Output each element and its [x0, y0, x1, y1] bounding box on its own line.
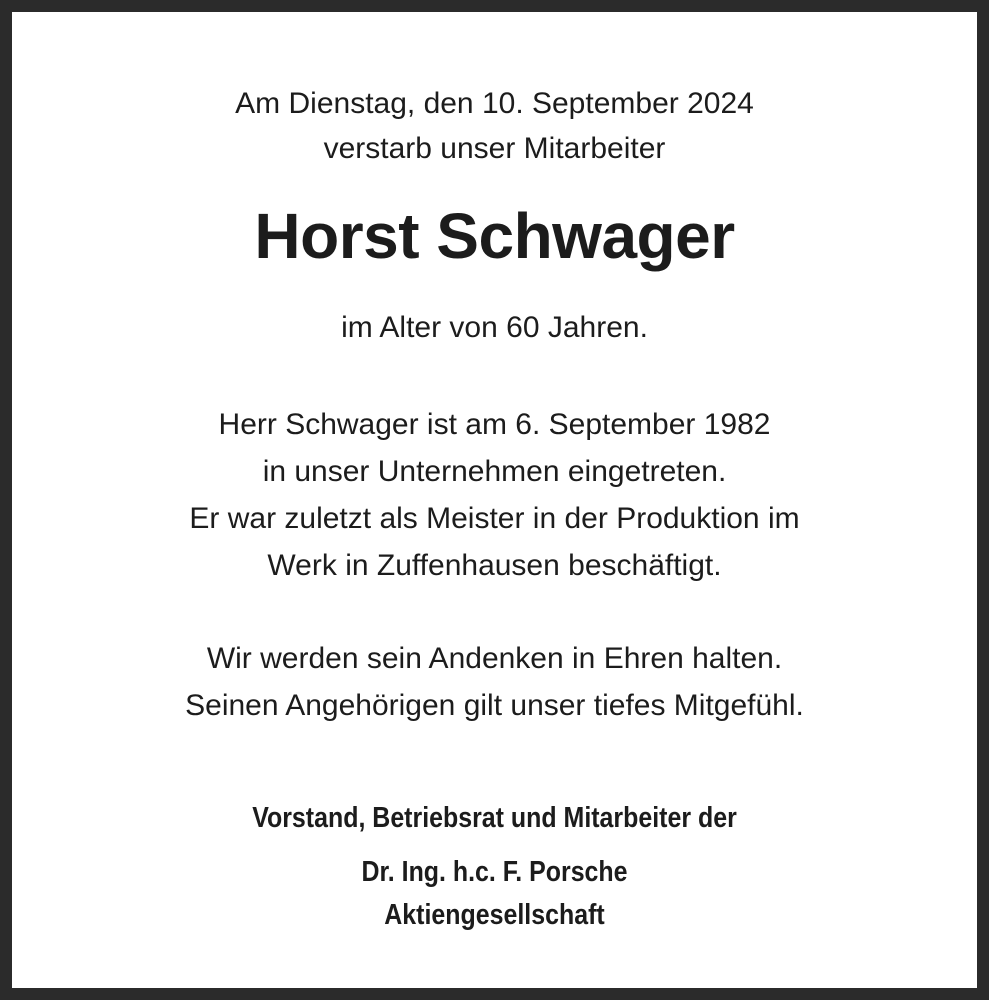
- signature-line-1: Vorstand, Betriebsrat und Mitarbeiter der: [252, 802, 737, 834]
- deceased-name: Horst Schwager: [254, 200, 735, 272]
- signature-company-name: Dr. Ing. h.c. F. Porsche: [361, 856, 628, 888]
- condolence-line-2: Seinen Angehörigen gilt unser tiefes Mitgefühl.: [185, 689, 804, 722]
- career-line-3: Er war zuletzt als Meister in der Produktion im: [189, 502, 800, 535]
- condolence-line-1: Wir werden sein Andenken in Ehren halten.: [206, 642, 783, 675]
- career-line-2: in unser Unternehmen eingetreten.: [262, 455, 727, 488]
- career-line-4: Werk in Zuffenhausen beschäftigt.: [267, 549, 722, 582]
- intro-announcement-line: verstarb unser Mitarbeiter: [323, 132, 666, 165]
- age-line: im Alter von 60 Jahren.: [341, 311, 648, 344]
- signature-company-type: Aktiengesellschaft: [384, 899, 605, 931]
- career-line-1: Herr Schwager ist am 6. September 1982: [218, 408, 771, 441]
- intro-date-line: Am Dienstag, den 10. September 2024: [235, 87, 754, 120]
